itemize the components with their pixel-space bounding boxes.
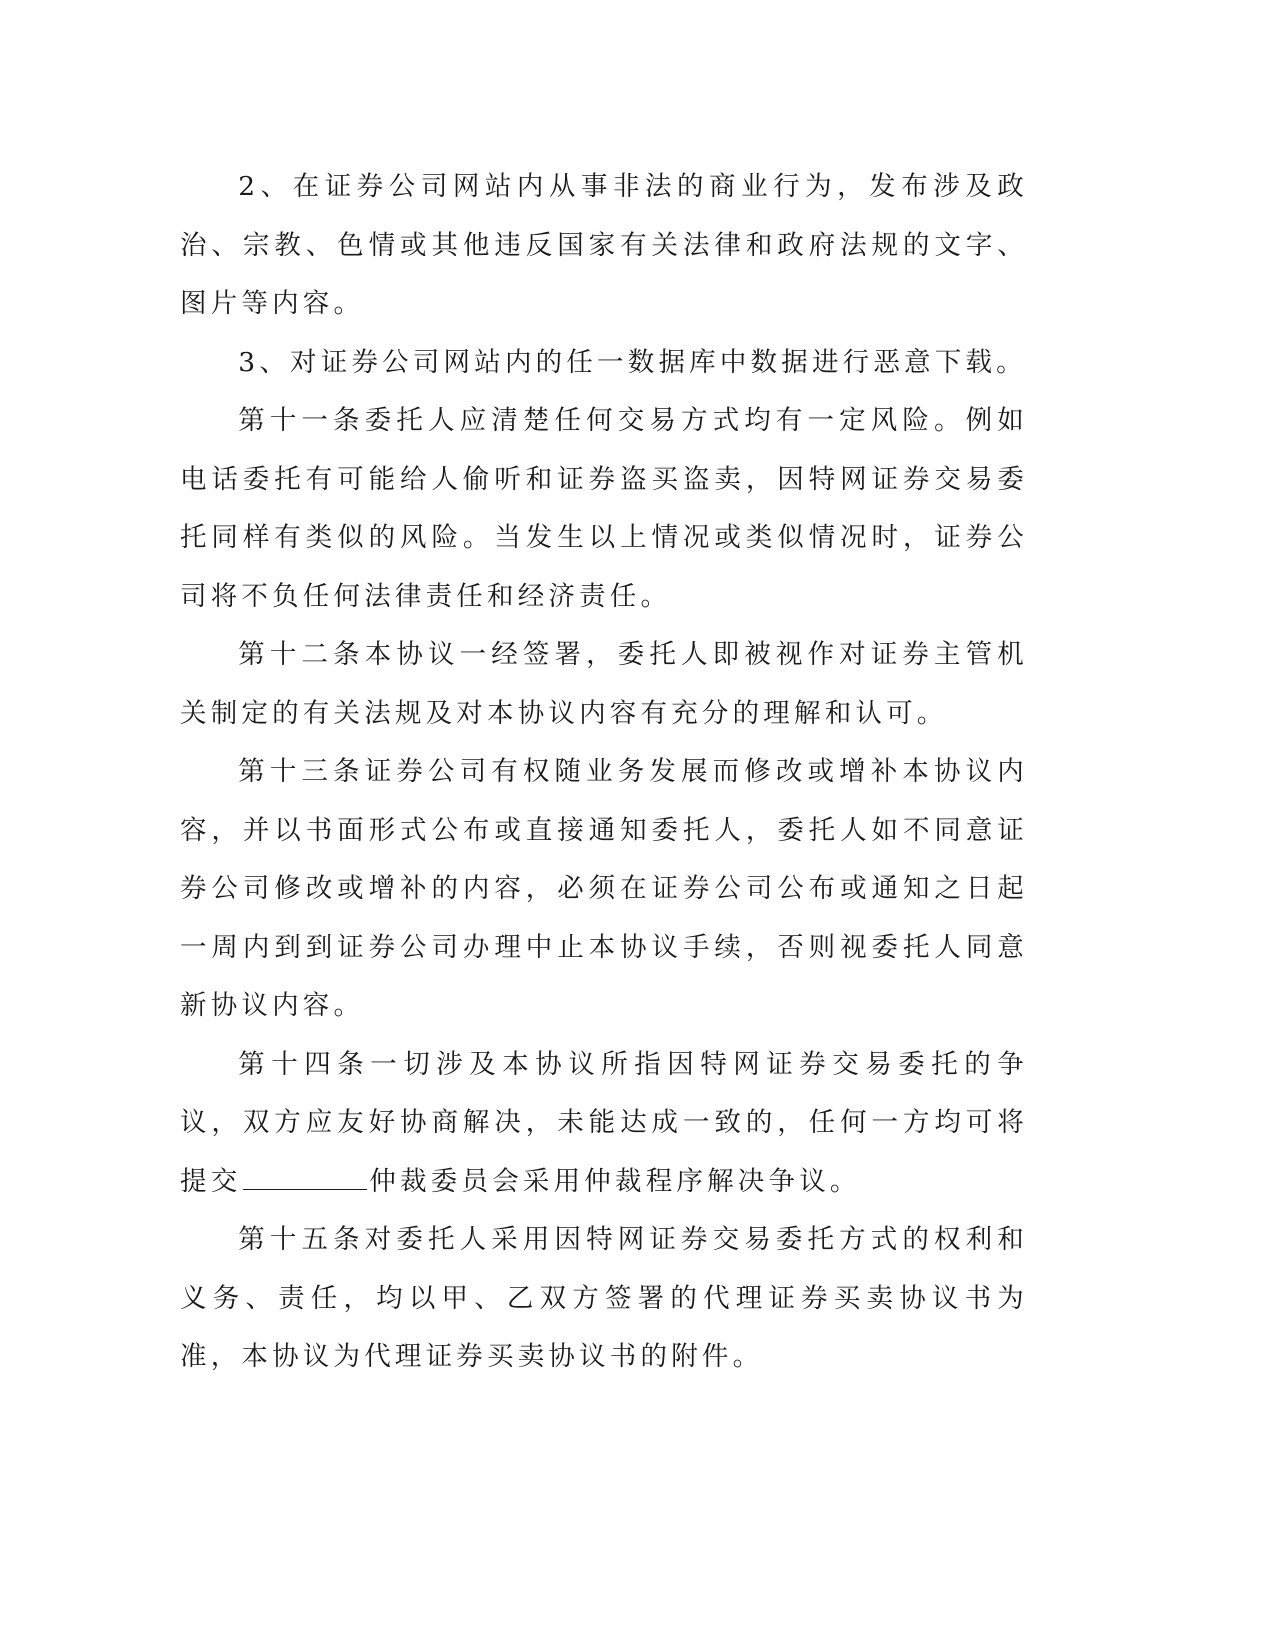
article-11: 第十一条委托人应清楚任何交易方式均有一定风险。例如电话委托有可能给人偷听和证券盗买盗卖，因特网证券交易委托同样有类似的风险。当发生以上情况或类似情况时，证券公司将不负任何法律责任和经济责任。 xyxy=(180,405,1028,612)
arbitration-blank-line xyxy=(243,1167,367,1190)
article-12: 第十二条本协议一经签署，委托人即被视作对证券主管机关制定的有关法规及对本协议内容有充分的理解和认可。 xyxy=(180,639,1028,729)
article-14-text-after: 仲裁委员会采用仲裁程序解决争议。 xyxy=(369,1165,861,1197)
article-15: 第十五条对委托人采用因特网证券交易委托方式的权利和义务、责任，均以甲、乙双方签署的代理证券买卖协议书为准，本协议为代理证券买卖协议书的附件。 xyxy=(180,1224,1028,1372)
paragraph-item-2: 2、在证券公司网站内从事非法的商业行为，发布涉及政治、宗教、色情或其他违反国家有关法律和政府法规的文字、图片等内容。 xyxy=(180,171,1028,319)
paragraph-item-3: 3、对证券公司网站内的任一数据库中数据进行恶意下载。 xyxy=(238,346,1027,378)
article-14-text-before: 第十四条一切涉及本协议所指因特网证券交易委托的争议，双方应友好协商解决，未能达成一致的，任何一方均可将提交 xyxy=(180,1048,1028,1197)
article-13: 第十三条证券公司有权随业务发展而修改或增补本协议内容，并以书面形式公布或直接通知委托人，委托人如不同意证券公司修改或增补的内容，必须在证券公司公布或通知之日起一周内到到证券公司办理中止本协议手续，否则视委托人同意新协议内容。 xyxy=(180,756,1028,1021)
article-14 xyxy=(180,1036,1028,1212)
document-body xyxy=(180,158,1028,1387)
